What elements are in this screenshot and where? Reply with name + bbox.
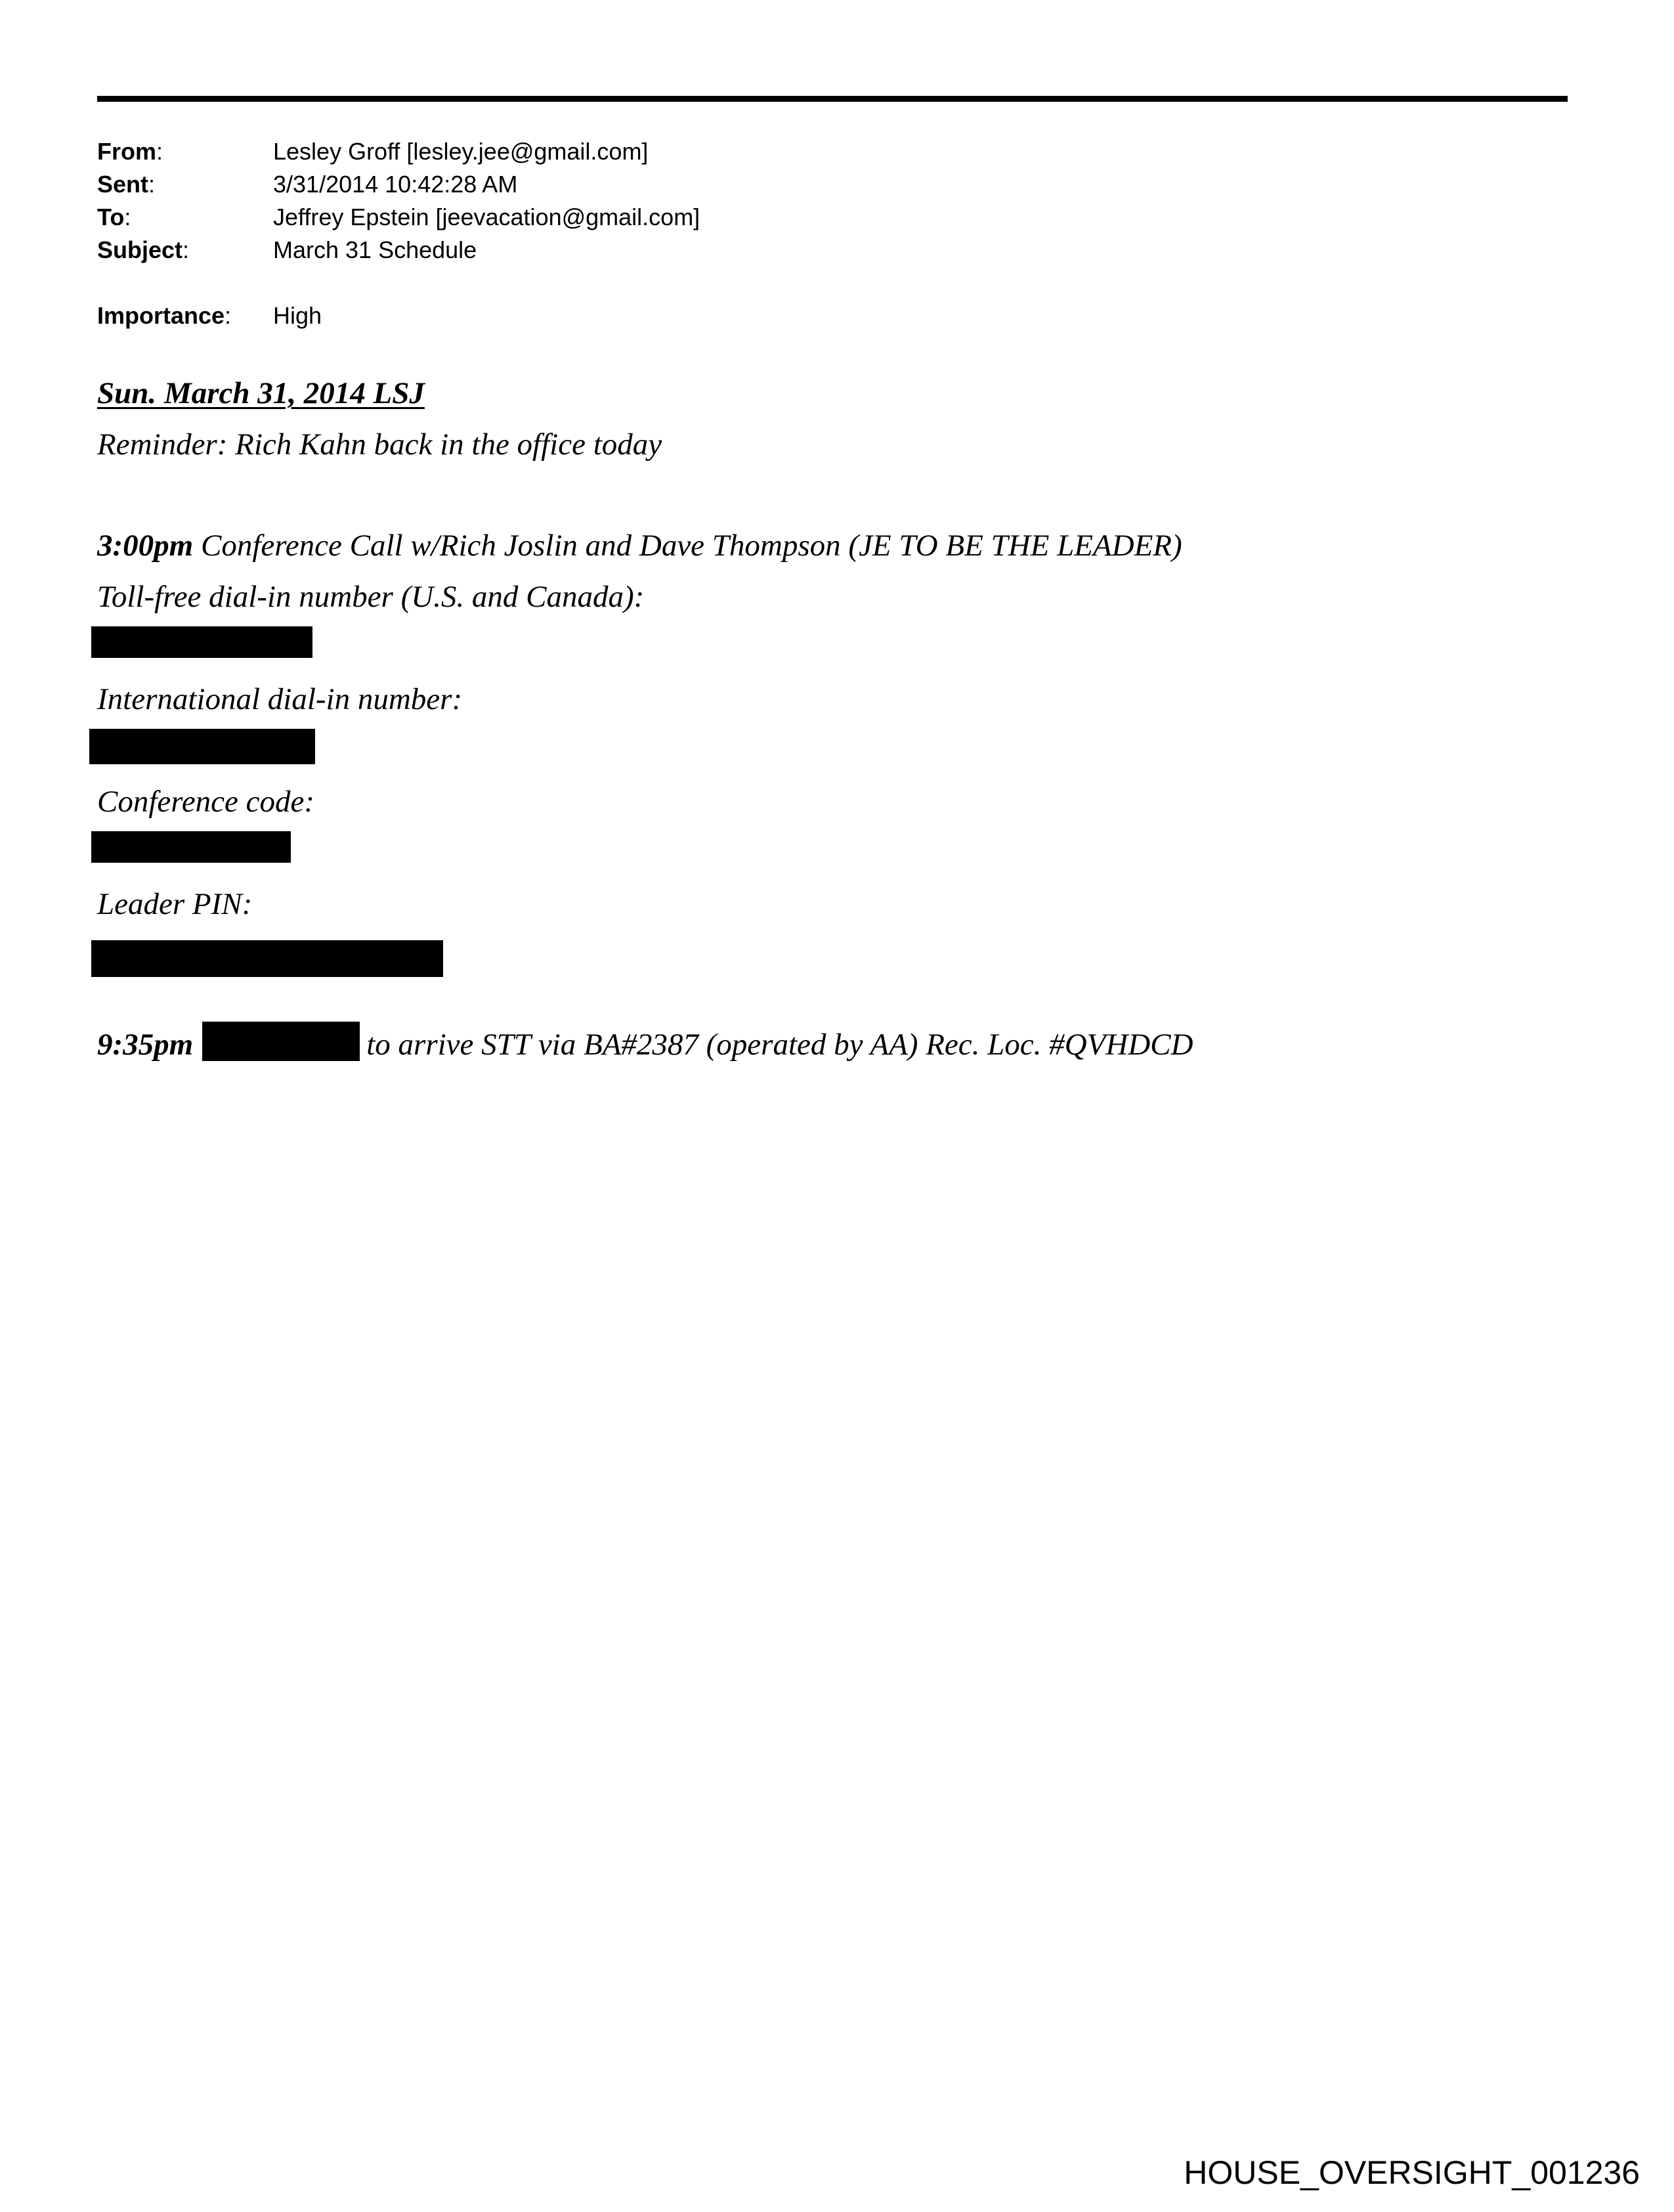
leader-pin-label: Leader PIN:: [97, 887, 253, 921]
redaction-box: [202, 1022, 360, 1061]
email-header: [97, 135, 700, 332]
from-label: From: [97, 138, 156, 165]
to-label: To: [97, 204, 125, 230]
importance-value: High: [273, 302, 322, 329]
email-body: [97, 368, 1193, 1070]
reminder-line: Reminder: Rich Kahn back in the office today: [97, 427, 662, 462]
call-description: Conference Call w/Rich Joslin and Dave Thompson (JE TO BE THE LEADER): [193, 529, 1182, 563]
sent-row: Sent: 3/31/2014 10:42:28 AM: [97, 168, 700, 201]
international-label: International dial-in number:: [97, 682, 463, 716]
flight-line: [97, 1019, 1193, 1070]
subject-row: Subject: March 31 Schedule: [97, 234, 700, 267]
subject-value: March 31 Schedule: [273, 236, 477, 263]
redaction-box: [91, 626, 312, 658]
tollfree-label: Toll-free dial-in number (U.S. and Canada):: [97, 580, 645, 614]
flight-time: 9:35pm: [97, 1028, 194, 1062]
header-divider: [97, 96, 1568, 102]
sent-label: Sent: [97, 171, 149, 198]
from-row: From: Lesley Groff [lesley.jee@gmail.com]: [97, 135, 700, 168]
to-value: Jeffrey Epstein [jeevacation@gmail.com]: [273, 204, 700, 230]
redaction-box: [91, 940, 443, 977]
to-row: To: Jeffrey Epstein [jeevacation@gmail.com]: [97, 201, 700, 234]
date-heading: Sun. March 31, 2014 LSJ: [97, 376, 425, 410]
subject-label: Subject: [97, 236, 183, 263]
flight-description: to arrive STT via BA#2387 (operated by AA) Rec. Loc. #QVHDCD: [366, 1028, 1193, 1062]
from-value: Lesley Groff [lesley.jee@gmail.com]: [273, 138, 649, 165]
importance-row: Importance: High: [97, 299, 700, 332]
redaction-box: [91, 831, 291, 863]
bates-number: HOUSE_OVERSIGHT_001236: [1184, 2154, 1640, 2191]
importance-label: Importance: [97, 302, 225, 329]
conference-code-label: Conference code:: [97, 785, 315, 819]
redaction-box: [89, 729, 315, 764]
call-time: 3:00pm: [97, 529, 194, 563]
sent-value: 3/31/2014 10:42:28 AM: [273, 171, 518, 198]
conference-call-line: [97, 520, 1193, 571]
